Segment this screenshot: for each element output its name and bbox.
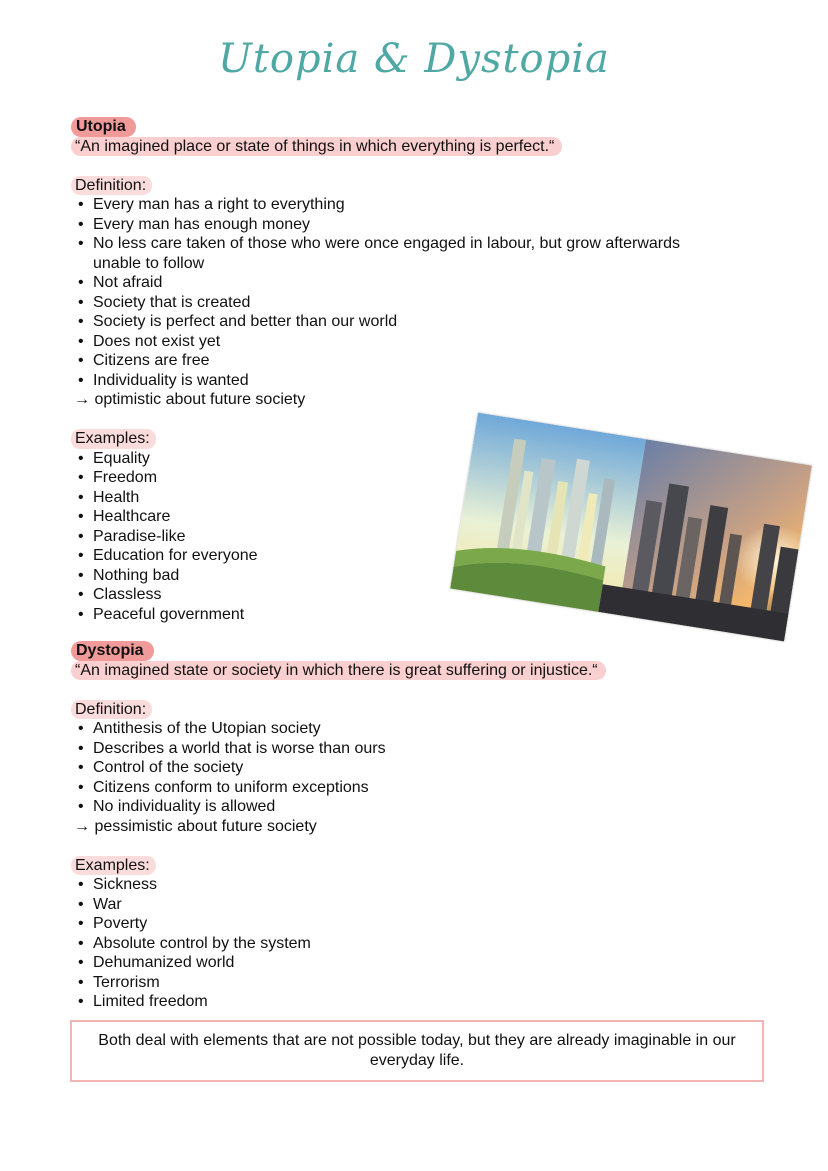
list-item: • Every man has enough money xyxy=(74,215,774,235)
list-item: • Antithesis of the Utopian society xyxy=(74,719,774,739)
dystopia-examples-label: Examples: xyxy=(71,856,156,876)
list-item: • Education for everyone xyxy=(74,546,774,566)
list-item: • Dehumanized world xyxy=(74,953,774,973)
dystopia-quote: “An imagined state or society in which there is great suffering or injustice.“ xyxy=(71,661,606,681)
list-item: • Every man has a right to everything xyxy=(74,195,774,215)
list-item: • Individuality is wanted xyxy=(74,371,774,391)
list-item: • Absolute control by the system xyxy=(74,934,774,954)
list-item: • Classless xyxy=(74,585,774,605)
list-item: • Healthcare xyxy=(74,507,774,527)
list-item: • Describes a world that is worse than ours xyxy=(74,739,774,759)
list-item: • Poverty xyxy=(74,914,774,934)
utopia-examples-label: Examples: xyxy=(71,429,156,449)
list-item: • No less care taken of those who were once engaged in labour, but grow afterwards unable to follow xyxy=(74,234,713,273)
dystopia-heading: Dystopia xyxy=(71,641,154,661)
list-item: • Citizens conform to uniform exceptions xyxy=(74,778,774,798)
list-item: • Not afraid xyxy=(74,273,774,293)
list-item: • Health xyxy=(74,488,774,508)
page-title: Utopia & Dystopia xyxy=(218,36,610,82)
list-item: • Does not exist yet xyxy=(74,332,774,352)
dystopia-examples-list xyxy=(74,875,774,1012)
list-item: • Limited freedom xyxy=(74,992,774,1012)
list-item: • Nothing bad xyxy=(74,566,774,586)
list-item: • Society that is created xyxy=(74,293,774,313)
utopia-definition-list xyxy=(74,195,774,390)
dystopia-definition-list xyxy=(74,719,774,817)
summary-text: Both deal with elements that are not possible today, but they are already imaginable in our everyday life. xyxy=(98,1032,736,1069)
utopia-heading: Utopia xyxy=(71,117,136,137)
list-item: • No individuality is allowed xyxy=(74,797,774,817)
list-item: • Paradise-like xyxy=(74,527,774,547)
list-item: • Society is perfect and better than our world xyxy=(74,312,774,332)
list-item: • Peaceful government xyxy=(74,605,774,625)
utopia-quote: “An imagined place or state of things in which everything is perfect.“ xyxy=(71,137,562,157)
list-item: • Terrorism xyxy=(74,973,774,993)
list-item: • Freedom xyxy=(74,468,774,488)
list-item: • Control of the society xyxy=(74,758,774,778)
list-item: • Citizens are free xyxy=(74,351,774,371)
dystopia-definition-label: Definition: xyxy=(71,700,152,720)
utopia-conclusion: → optimistic about future society xyxy=(74,391,306,408)
list-item: • War xyxy=(74,895,774,915)
list-item: • Equality xyxy=(74,449,774,469)
dystopia-conclusion: → pessimistic about future society xyxy=(74,817,317,835)
summary-box xyxy=(70,1020,764,1082)
utopia-definition-label: Definition: xyxy=(71,176,152,196)
dystopia-section xyxy=(74,641,774,1012)
list-item: • Sickness xyxy=(74,875,774,895)
